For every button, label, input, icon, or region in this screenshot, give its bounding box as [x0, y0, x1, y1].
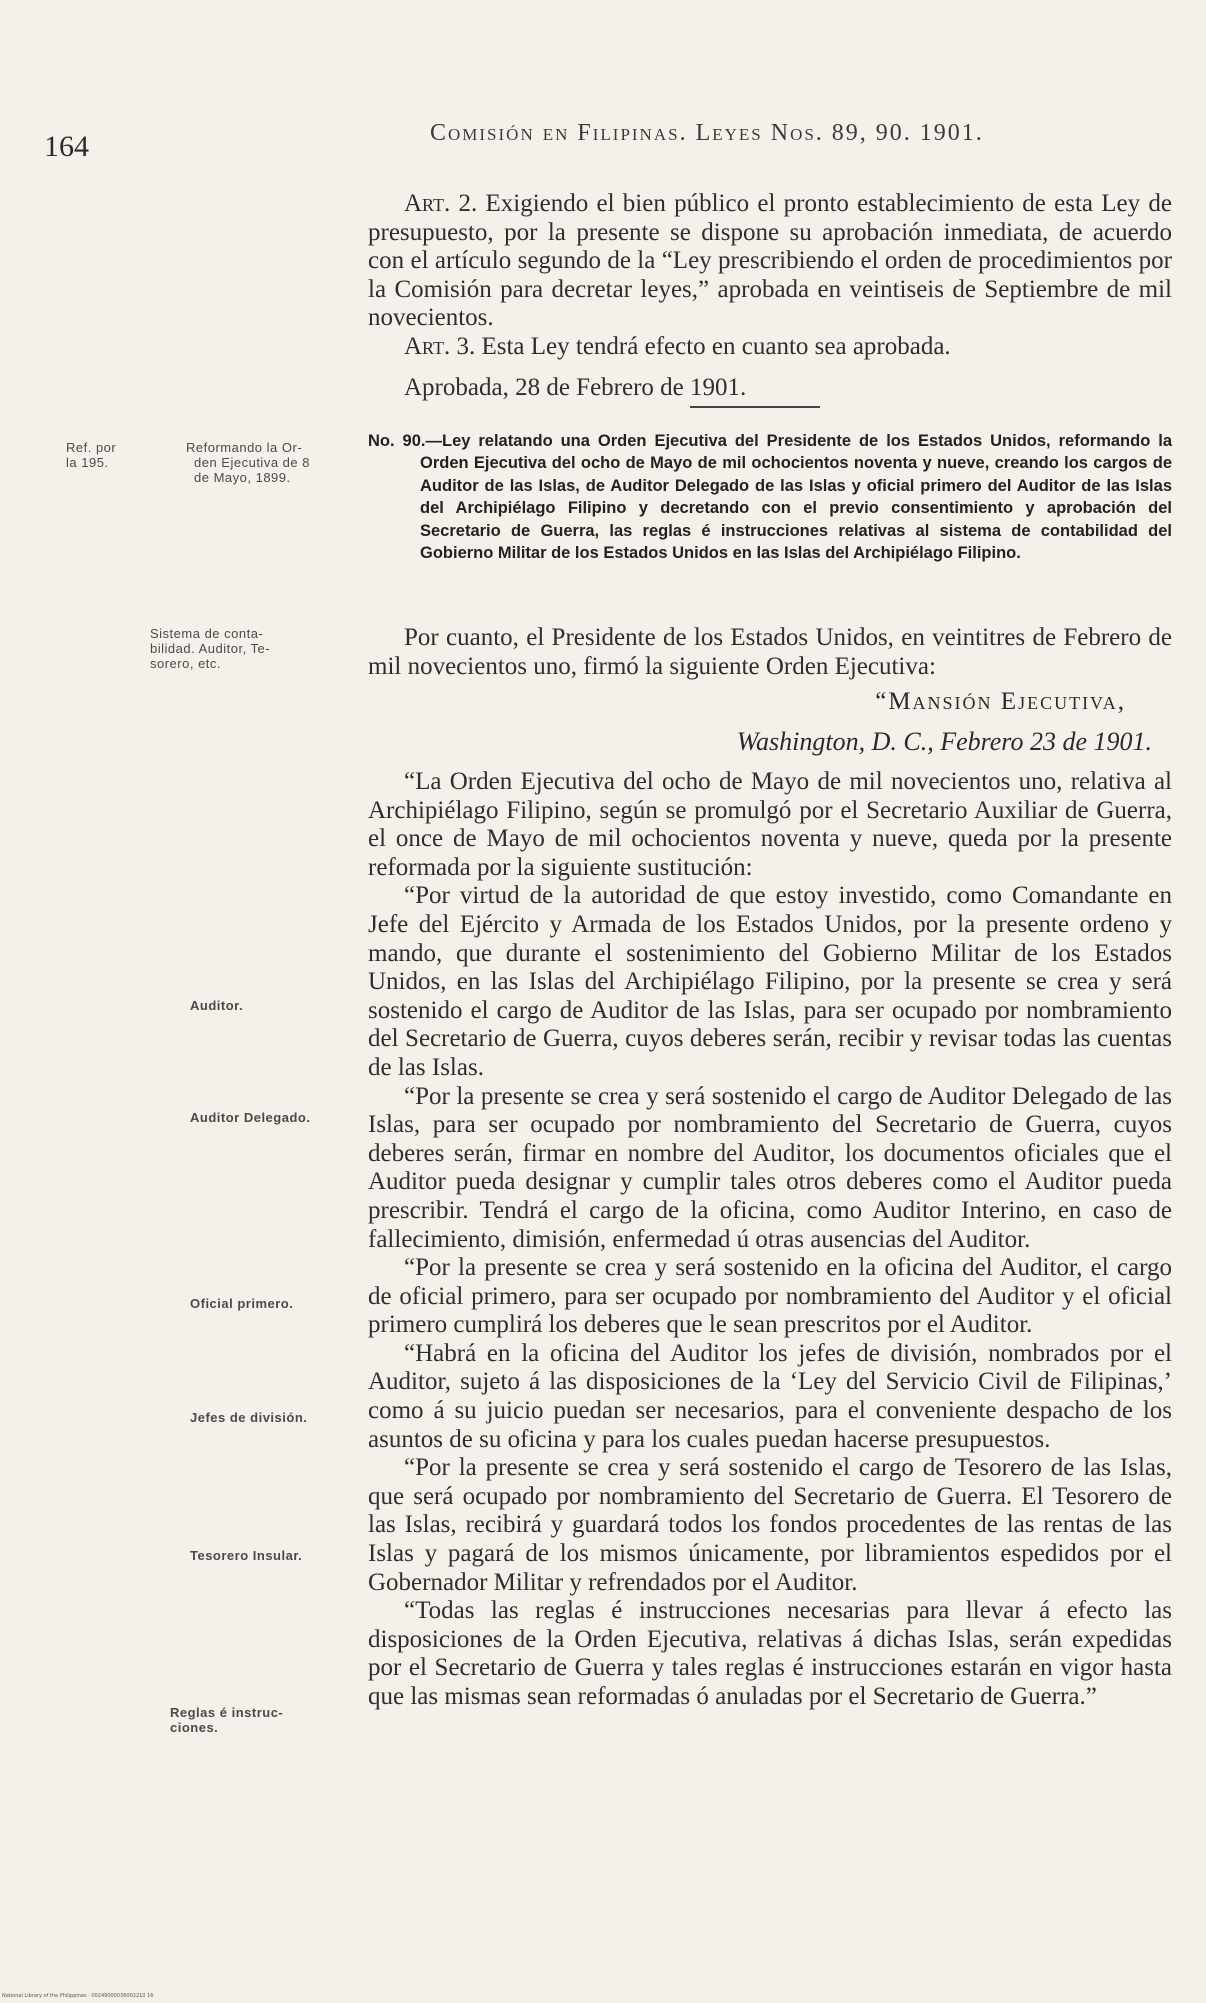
article-3-text: Esta Ley tendrá efecto en cuanto sea aprobada. [481, 332, 951, 360]
article-2-label: Art. 2. [404, 190, 478, 217]
approval-date: Aprobada, 28 de Febrero de 1901. [404, 373, 747, 401]
law-title: —Ley relatando una Orden Ejecutiva del Presidente de los Estados Unidos, reformando la Orden Ejecutiva del ocho de Mayo de mil ochocientos noventa y nueve, creando los cargos de Auditor de las Islas, de Auditor Delegado de las Islas y oficial primero del Auditor de las Islas del Archipiélago Filipino y decretando con el previo consentimiento y aprobación del Secretario de Guerra, las reglas é instrucciones relativas al sistema de contabilidad del Gobierno Militar de los Estados Unidos en las Islas del Archipiélago Filipino. [420, 432, 1172, 563]
paragraph-auditor-delegado: “Por la presente se crea y será sostenido el cargo de Auditor Delegado de las Islas, para ser ocupado por nombramiento del Secretario de Guerra, cuyos deberes serán, firmar en nombre del Auditor, los documentos oficiales que el Auditor pueda designar y cumplir tales otros deberes como el Auditor pueda prescribir. Tendrá el cargo de la oficina, como Auditor Interino, en caso de fallecimiento, dimisión, enfermedad ú otras ausencias del Auditor. [368, 1082, 1172, 1253]
sidenote-sistema [150, 626, 270, 671]
sidenote-reform-line: den Ejecutiva de 8 [194, 455, 310, 470]
sidenote-sistema-line: bilidad. Auditor, Te- [150, 641, 271, 656]
paragraph-oficial-primero: “Por la presente se crea y será sostenido en la oficina del Auditor, el cargo de oficial primero, para ser ocupado por nombramiento del Auditor y el oficial primero cumplirá los deberes que le sean prescritos por el Auditor. [368, 1254, 1172, 1339]
footer-credit: National Library of the Philippines · 00249000036002210 16 [2, 1993, 154, 1999]
sidenote-reform-line: de Mayo, 1899. [194, 470, 291, 485]
sidenote-reference-line: Ref. por [66, 440, 117, 455]
paragraph-intro: “La Orden Ejecutiva del ocho de Mayo de mil novecientos uno, relativa al Archipiélago Filipino, según se promulgó por el Secretario Auxiliar de Guerra, el once de Mayo de mil ochocientos noventa y nueve, queda por la presente reformada por la siguiente sustitución: [368, 768, 1172, 881]
paragraph-jefes-division: “Habrá en la oficina del Auditor los jefes de división, nombrados por el Auditor, sujeto á las disposiciones de la ‘Ley del Servicio Civil de Filipinas,’ como á su juicio puedan ser necesarios, para el conveniente despacho de los asuntos de su oficina y para los cuales puedan hacerse presupuestos. [368, 1339, 1172, 1453]
running-head: Comisión en Filipinas. Leyes Nos. 89, 90. 1901. [430, 120, 984, 146]
sidenote-reglas-line: ciones. [170, 1720, 219, 1735]
sidenote-jefes-division: Jefes de división. [190, 1410, 308, 1425]
sidenote-reglas [170, 1705, 283, 1735]
article-3-label: Art. 3. [404, 332, 476, 360]
sidenote-reference-line: la 195. [66, 455, 109, 470]
section-divider [690, 406, 820, 408]
page-number: 164 [44, 130, 89, 163]
sidenote-reference [66, 440, 116, 470]
top-section [368, 190, 1172, 402]
dateline-place: “Mansión Ejecutiva, [875, 688, 1126, 715]
article-2 [368, 190, 1172, 333]
executive-order-body [368, 768, 1172, 1712]
sidenote-reform-line: Reformando la Or- [186, 440, 303, 455]
por-cuanto [368, 624, 1172, 681]
sidenote-auditor-delegado: Auditor Delegado. [190, 1110, 311, 1125]
article-2-text: Exigiendo el bien público el pronto establecimiento de esta Ley de presupuesto, por la presente se dispone su aprobación inmediata, de acuerdo con el artículo segundo de la “Ley prescribiendo el orden de procedimientos por la Comisión para decretar leyes,” aprobada en veintiseis de Septiembre de mil novecientos. [368, 190, 1172, 332]
sidenote-oficial-primero: Oficial primero. [190, 1296, 294, 1311]
por-cuanto-text: Por cuanto, el Presidente de los Estados Unidos, en veintitres de Febrero de mil novecientos uno, firmó la siguiente Orden Ejecutiva: [368, 624, 1172, 680]
sidenote-reglas-line: Reglas é instruc- [170, 1705, 284, 1720]
law-number: No. 90. [368, 432, 426, 450]
sidenote-tesorero-insular: Tesorero Insular. [190, 1548, 303, 1563]
article-3 [368, 333, 1172, 362]
paragraph-auditor: “Por virtud de la autoridad de que estoy investido, como Comandante en Jefe del Ejército y Armada de los Estados Unidos, por la presente ordeno y mando, que durante el sostenimiento del Gobierno Militar de los Estados Unidos, en las Islas del Archipiélago Filipino, por la presente se crea y será sostenido el cargo de Auditor de las Islas, para ser ocupado por nombramiento del Secretario de Guerra, cuyos deberes serán, recibir y revisar todas las cuentas de las Islas. [368, 882, 1172, 1081]
paragraph-tesorero: “Por la presente se crea y será sostenido el cargo de Tesorero de las Islas, que será ocupado por nombramiento del Secretario de Guerra. El Tesorero de las Islas, recibirá y guardará todos los fondos procedentes de las rentas de las Islas y pagará de los mismos únicamente, por libramientos espedidos por el Gobernador Militar y refrendados por el Auditor. [368, 1454, 1172, 1596]
sidenote-auditor: Auditor. [190, 998, 244, 1013]
dateline-date: Washington, D. C., Febrero 23 de 1901. [736, 727, 1152, 756]
sidenote-sistema-line: sorero, etc. [150, 656, 222, 671]
law-heading [368, 430, 1172, 564]
sidenote-sistema-line: Sistema de conta- [150, 626, 264, 641]
sidenote-reform [186, 440, 310, 485]
paragraph-reglas: “Todas las reglas é instrucciones necesarias para llevar á efecto las disposiciones de la Orden Ejecutiva, relativas á dichas Islas, serán expedidas por el Secretario de Guerra y tales reglas é instrucciones estarán en vigor hasta que las mismas sean reformadas ó anuladas por el Secretario de Guerra.” [368, 1597, 1172, 1710]
